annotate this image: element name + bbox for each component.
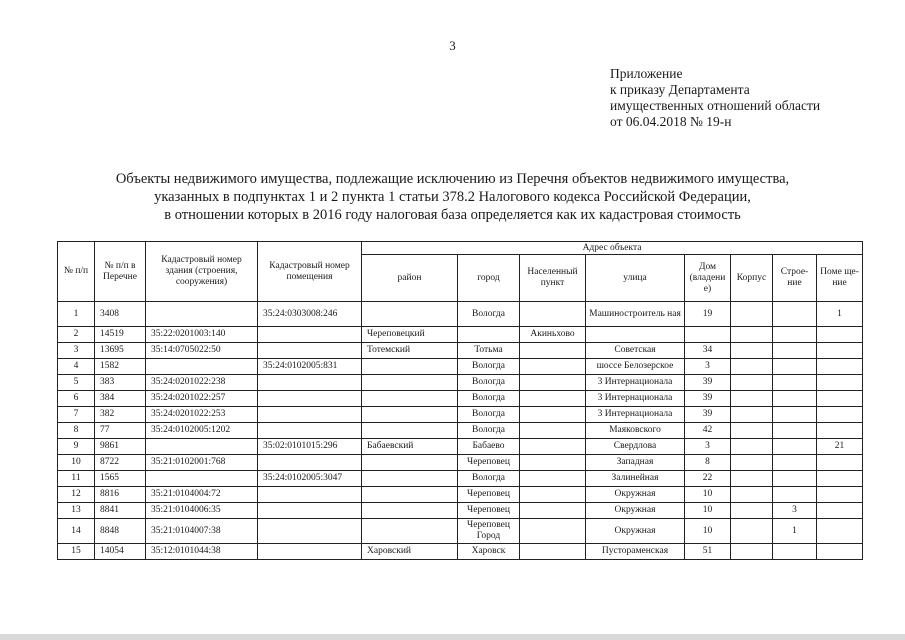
- cell-room-cadastral: [258, 487, 362, 503]
- cell-stroenie: [773, 391, 817, 407]
- title-line: Объекты недвижимого имущества, подлежащие исключению из Перечня объектов недвижимого имущества,: [115, 171, 790, 187]
- page-bottom-edge: [0, 634, 905, 640]
- cell-building-cadastral: 35:21:0104004:72: [146, 487, 258, 503]
- cell-district: [362, 455, 458, 471]
- cell-district: [362, 375, 458, 391]
- cell-list-num: 13695: [95, 343, 146, 359]
- cell-house: 39: [685, 391, 731, 407]
- table-body: [58, 302, 863, 560]
- cell-street: 3 Интернационала: [586, 375, 685, 391]
- cell-room: 21: [817, 439, 863, 455]
- cell-house: 3: [685, 439, 731, 455]
- cell-city: Вологда: [458, 423, 520, 439]
- cell-district: [362, 359, 458, 375]
- cell-korpus: [731, 455, 773, 471]
- cell-building-cadastral: 35:24:0201022:257: [146, 391, 258, 407]
- cell-list-num: 8816: [95, 487, 146, 503]
- cell-list-num: 8722: [95, 455, 146, 471]
- table-row: [58, 455, 863, 471]
- cell-stroenie: [773, 343, 817, 359]
- cell-settlement: [520, 423, 586, 439]
- cell-num: 5: [58, 375, 95, 391]
- cell-room: [817, 519, 863, 544]
- cell-room-cadastral: [258, 455, 362, 471]
- cell-num: 13: [58, 503, 95, 519]
- cell-num: 10: [58, 455, 95, 471]
- cell-korpus: [731, 519, 773, 544]
- cell-room-cadastral: [258, 544, 362, 560]
- cell-settlement: [520, 519, 586, 544]
- table-row: [58, 327, 863, 343]
- cell-settlement: Акиньхово: [520, 327, 586, 343]
- appendix-block: [610, 66, 820, 130]
- cell-district: [362, 302, 458, 327]
- header-korpus: Корпус: [731, 255, 773, 302]
- cell-street: [586, 327, 685, 343]
- cell-num: 1: [58, 302, 95, 327]
- cell-district: [362, 391, 458, 407]
- cell-house: 34: [685, 343, 731, 359]
- cell-list-num: 384: [95, 391, 146, 407]
- cell-city: Череповец: [458, 455, 520, 471]
- cell-house: 39: [685, 407, 731, 423]
- cell-city: Харовск: [458, 544, 520, 560]
- cell-korpus: [731, 423, 773, 439]
- cell-room-cadastral: [258, 391, 362, 407]
- cell-district: Тотемский: [362, 343, 458, 359]
- cell-room: [817, 487, 863, 503]
- header-district: район: [362, 255, 458, 302]
- cell-room: [817, 327, 863, 343]
- cell-settlement: [520, 407, 586, 423]
- cell-house: 51: [685, 544, 731, 560]
- cell-building-cadastral: [146, 439, 258, 455]
- cell-settlement: [520, 302, 586, 327]
- cell-room-cadastral: [258, 503, 362, 519]
- cell-korpus: [731, 503, 773, 519]
- cell-building-cadastral: 35:14:0705022:50: [146, 343, 258, 359]
- cell-settlement: [520, 343, 586, 359]
- cell-settlement: [520, 439, 586, 455]
- table-row: [58, 391, 863, 407]
- cell-street: Окружная: [586, 487, 685, 503]
- cell-num: 4: [58, 359, 95, 375]
- cell-korpus: [731, 471, 773, 487]
- header-building-cadastral: Кадастровый номер здания (строения, сооружения): [146, 242, 258, 302]
- cell-room-cadastral: [258, 423, 362, 439]
- cell-street: 3 Интернационала: [586, 407, 685, 423]
- cell-room-cadastral: [258, 327, 362, 343]
- cell-stroenie: [773, 302, 817, 327]
- cell-room: [817, 391, 863, 407]
- cell-korpus: [731, 327, 773, 343]
- cell-num: 11: [58, 471, 95, 487]
- cell-room-cadastral: 35:24:0303008:246: [258, 302, 362, 327]
- cell-list-num: 3408: [95, 302, 146, 327]
- cell-stroenie: [773, 375, 817, 391]
- cell-room: [817, 407, 863, 423]
- header-room: Поме ще- ние: [817, 255, 863, 302]
- header-stroenie: Строе- ние: [773, 255, 817, 302]
- cell-room: [817, 423, 863, 439]
- cell-num: 2: [58, 327, 95, 343]
- table-row: [58, 302, 863, 327]
- cell-settlement: [520, 487, 586, 503]
- cell-district: [362, 503, 458, 519]
- table-row: [58, 544, 863, 560]
- cell-room-cadastral: [258, 407, 362, 423]
- cell-num: 8: [58, 423, 95, 439]
- header-num: № п/п: [58, 242, 95, 302]
- cell-list-num: 9861: [95, 439, 146, 455]
- table-row: [58, 439, 863, 455]
- table-row: [58, 359, 863, 375]
- cell-korpus: [731, 439, 773, 455]
- cell-stroenie: [773, 487, 817, 503]
- cell-korpus: [731, 302, 773, 327]
- cell-district: Бабаевский: [362, 439, 458, 455]
- cell-building-cadastral: 35:21:0102001:768: [146, 455, 258, 471]
- cell-house: 19: [685, 302, 731, 327]
- cell-settlement: [520, 455, 586, 471]
- table-row: [58, 375, 863, 391]
- cell-korpus: [731, 487, 773, 503]
- page-number: 3: [449, 38, 456, 53]
- cell-korpus: [731, 343, 773, 359]
- cell-district: [362, 407, 458, 423]
- cell-stroenie: 1: [773, 519, 817, 544]
- cell-house: [685, 327, 731, 343]
- cell-house: 39: [685, 375, 731, 391]
- table-row: [58, 503, 863, 519]
- cell-korpus: [731, 407, 773, 423]
- cell-stroenie: [773, 407, 817, 423]
- table-row: [58, 423, 863, 439]
- cell-street: Окружная: [586, 503, 685, 519]
- cell-settlement: [520, 391, 586, 407]
- cell-street: Машиностроитель ная: [586, 302, 685, 327]
- cell-room-cadastral: 35:02:0101015:296: [258, 439, 362, 455]
- cell-house: 8: [685, 455, 731, 471]
- cell-list-num: 14054: [95, 544, 146, 560]
- cell-city: Вологда: [458, 407, 520, 423]
- cell-city: Череповец: [458, 503, 520, 519]
- header-street: улица: [586, 255, 685, 302]
- cell-street: шоссе Белозерское: [586, 359, 685, 375]
- cell-list-num: 77: [95, 423, 146, 439]
- title-line: указанных в подпунктах 1 и 2 пункта 1 статьи 378.2 Налогового кодекса Российской Федерации,: [154, 189, 751, 205]
- cell-building-cadastral: [146, 359, 258, 375]
- cell-korpus: [731, 375, 773, 391]
- cell-building-cadastral: 35:24:0201022:253: [146, 407, 258, 423]
- cell-room: [817, 503, 863, 519]
- cell-korpus: [731, 359, 773, 375]
- cell-building-cadastral: 35:22:0201003:140: [146, 327, 258, 343]
- table-row: [58, 471, 863, 487]
- cell-korpus: [731, 391, 773, 407]
- cell-room: 1: [817, 302, 863, 327]
- appendix-line: от 06.04.2018 № 19-н: [610, 114, 732, 129]
- cell-korpus: [731, 544, 773, 560]
- cell-city: Вологда: [458, 391, 520, 407]
- cell-list-num: 382: [95, 407, 146, 423]
- cell-stroenie: [773, 327, 817, 343]
- cell-house: 22: [685, 471, 731, 487]
- cell-district: [362, 471, 458, 487]
- cell-list-num: 14519: [95, 327, 146, 343]
- table-row: [58, 343, 863, 359]
- cell-house: 42: [685, 423, 731, 439]
- cell-city: Череповец Город: [458, 519, 520, 544]
- cell-district: Харовский: [362, 544, 458, 560]
- cell-house: 3: [685, 359, 731, 375]
- cell-settlement: [520, 544, 586, 560]
- appendix-line: имущественных отношений области: [610, 98, 821, 113]
- cell-building-cadastral: 35:12:0101044:38: [146, 544, 258, 560]
- cell-street: Свердлова: [586, 439, 685, 455]
- cell-list-num: 8848: [95, 519, 146, 544]
- cell-room: [817, 375, 863, 391]
- header-settlement: Населенный пункт: [520, 255, 586, 302]
- cell-list-num: 1565: [95, 471, 146, 487]
- appendix-line: Приложение: [610, 66, 683, 81]
- cell-city: Вологда: [458, 375, 520, 391]
- cell-building-cadastral: [146, 302, 258, 327]
- cell-district: Череповецкий: [362, 327, 458, 343]
- cell-num: 6: [58, 391, 95, 407]
- table-row: [58, 407, 863, 423]
- cell-city: Вологда: [458, 302, 520, 327]
- cell-house: 10: [685, 503, 731, 519]
- cell-stroenie: [773, 359, 817, 375]
- header-address-group: Адрес объекта: [362, 242, 863, 255]
- cell-building-cadastral: [146, 471, 258, 487]
- header-city: город: [458, 255, 520, 302]
- cell-num: 3: [58, 343, 95, 359]
- cell-stroenie: [773, 423, 817, 439]
- cell-building-cadastral: 35:21:0104006:35: [146, 503, 258, 519]
- cell-settlement: [520, 471, 586, 487]
- cell-room-cadastral: [258, 375, 362, 391]
- objects-table: [57, 241, 863, 560]
- cell-num: 9: [58, 439, 95, 455]
- cell-list-num: 1582: [95, 359, 146, 375]
- cell-street: Советская: [586, 343, 685, 359]
- appendix-line: к приказу Департамента: [610, 82, 750, 97]
- cell-settlement: [520, 359, 586, 375]
- cell-city: [458, 327, 520, 343]
- cell-stroenie: [773, 544, 817, 560]
- cell-num: 12: [58, 487, 95, 503]
- cell-street: Маяковского: [586, 423, 685, 439]
- cell-room: [817, 544, 863, 560]
- cell-room: [817, 455, 863, 471]
- cell-room: [817, 471, 863, 487]
- cell-district: [362, 423, 458, 439]
- cell-room-cadastral: [258, 519, 362, 544]
- cell-list-num: 383: [95, 375, 146, 391]
- header-list-num: № п/п в Перечне: [95, 242, 146, 302]
- cell-city: Бабаево: [458, 439, 520, 455]
- header-house: Дом (владени е): [685, 255, 731, 302]
- cell-city: Тотьма: [458, 343, 520, 359]
- cell-room-cadastral: 35:24:0102005:831: [258, 359, 362, 375]
- cell-stroenie: [773, 439, 817, 455]
- cell-street: Западная: [586, 455, 685, 471]
- table-row: [58, 519, 863, 544]
- cell-street: 3 Интернационала: [586, 391, 685, 407]
- cell-room-cadastral: [258, 343, 362, 359]
- cell-district: [362, 487, 458, 503]
- cell-house: 10: [685, 487, 731, 503]
- cell-settlement: [520, 503, 586, 519]
- title-line: в отношении которых в 2016 году налоговая база определяется как их кадастровая стоимость: [164, 207, 741, 223]
- cell-building-cadastral: 35:21:0104007:38: [146, 519, 258, 544]
- cell-street: Залинейная: [586, 471, 685, 487]
- cell-stroenie: 3: [773, 503, 817, 519]
- cell-stroenie: [773, 455, 817, 471]
- cell-city: Вологда: [458, 359, 520, 375]
- cell-street: Окружная: [586, 519, 685, 544]
- cell-city: Вологда: [458, 471, 520, 487]
- cell-num: 15: [58, 544, 95, 560]
- cell-city: Череповец: [458, 487, 520, 503]
- document-title: [70, 170, 835, 224]
- cell-house: 10: [685, 519, 731, 544]
- cell-room: [817, 343, 863, 359]
- cell-num: 14: [58, 519, 95, 544]
- cell-list-num: 8841: [95, 503, 146, 519]
- cell-building-cadastral: 35:24:0102005:1202: [146, 423, 258, 439]
- cell-num: 7: [58, 407, 95, 423]
- cell-street: Пустораменская: [586, 544, 685, 560]
- cell-room-cadastral: 35:24:0102005:3047: [258, 471, 362, 487]
- header-room-cadastral: Кадастровый номер помещения: [258, 242, 362, 302]
- cell-room: [817, 359, 863, 375]
- cell-building-cadastral: 35:24:0201022:238: [146, 375, 258, 391]
- cell-district: [362, 519, 458, 544]
- cell-settlement: [520, 375, 586, 391]
- cell-stroenie: [773, 471, 817, 487]
- table-row: [58, 487, 863, 503]
